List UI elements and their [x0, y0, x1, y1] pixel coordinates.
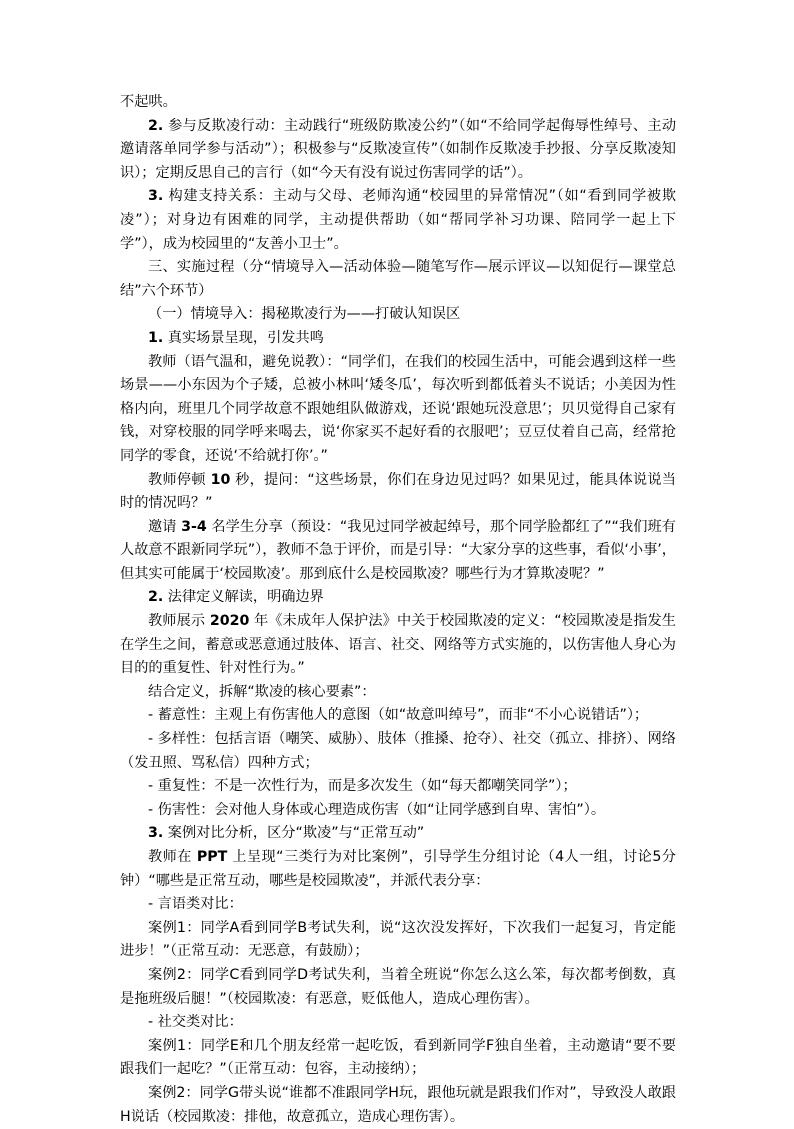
- paragraph-core-elements: [120, 681, 676, 705]
- item-number: 2.: [148, 589, 164, 606]
- case-item: [120, 964, 676, 1011]
- paragraph-text: 结合定义，拆解“欺凌的核心要素”：: [148, 683, 376, 700]
- paragraph-anti-bullying-action: [120, 115, 676, 186]
- paragraph-text: 秒，提问：“这些场景，你们在身边见过吗？如果见过，能具体说说当时的情况吗？”: [120, 471, 676, 512]
- paragraph-teacher-scenario: [120, 351, 676, 469]
- paragraph-teacher-pause: [120, 469, 676, 516]
- list-item-text: - 伤害性：会对他人身体或心理造成伤害（如“让同学感到自卑、害怕”）。: [148, 801, 606, 818]
- heading-text: 真实场景呈现，引发共鸣: [167, 329, 324, 346]
- list-item-text: - 蓄意性：主观上有伤害他人的意图（如“故意叫绰号”，而非“不小心说错话”）；: [148, 707, 649, 724]
- paragraph-student-share: [120, 516, 676, 587]
- case-text: 案例2：同学C看到同学D考试失利，当着全班说“你怎么这么笨，每次都考倒数，真是拖班级后腿！”（校园欺凌：有恶意，贬低他人，造成心理伤害）。: [120, 966, 676, 1007]
- item-number: 3.: [148, 825, 164, 842]
- paragraph-text: 教师停顿: [148, 471, 206, 488]
- heading-text: 三、实施过程（分“情境导入—活动体验—随笔写作—展示评议—以知促行—课堂总结”六个环节）: [120, 259, 676, 299]
- item-number: 1.: [148, 329, 164, 346]
- number: PPT: [196, 849, 228, 865]
- paragraph-text: 教师（语气温和，避免说教）：“同学们，在我们的校园生活中，可能会遇到这样一些场景——小东因为个子矮，总被小林叫‘矮冬瓜’，每次听到都低着头不说话；小美因为性格内向，班里几个同学故意不跟她组队做游戏，还说‘跟她玩没意思’；贝贝觉得自己家有钱，对穿校服的同学呼来喝去，说‘你家买不起好看的衣服吧’；豆豆仗着自己高，经常抢同学的零食，还说‘不给就打你’。”: [120, 353, 676, 464]
- case-item: [120, 1082, 676, 1129]
- item-heading-case-comparison: [120, 822, 676, 846]
- item-heading-law: [120, 586, 676, 610]
- list-item-text: - 多样性：包括言语（嘲笑、威胁）、肢体（推搡、抢夺）、社交（孤立、排挤）、网络（发丑照、骂私信）四种方式；: [120, 731, 676, 771]
- number: 3-4: [181, 518, 207, 535]
- case-text: 案例1：同学A看到同学B考试失利，说“这次没发挥好，下次我们一起复习，肯定能进步！”（正常互动：无恶意，有鼓励）；: [120, 919, 676, 960]
- list-item-text: - 言语类对比：: [148, 896, 243, 913]
- number: 10: [210, 471, 231, 488]
- paragraph-ppt-cases: [120, 846, 676, 893]
- case-text: 案例1：同学E和几个朋友经常一起吃饭，看到新同学F独自坐着，主动邀请“要不要跟我们一起吃？”（正常互动：包容，主动接纳）；: [120, 1037, 676, 1078]
- document-body: [120, 91, 676, 1129]
- heading-text: （一）情境导入：揭秘欺凌行为——打破认知误区: [148, 306, 461, 323]
- list-item-text: - 重复性：不是一次性行为，而是多次发生（如“每天都嘲笑同学”）；: [148, 778, 577, 795]
- list-item: [120, 775, 676, 799]
- list-item: [120, 893, 676, 917]
- paragraph-text: 教师在: [148, 849, 192, 865]
- list-item: [120, 799, 676, 823]
- list-item-text: - 社交类对比：: [148, 1014, 243, 1031]
- paragraph-text: 构建支持关系：主动与父母、老师沟通“校园里的异常情况”（如“看到同学被欺凌”）；对身边有困难的同学，主动提供帮助（如“帮同学补习功课、陪同学一起上下学”），成为校园里的“友善小卫士”。: [120, 188, 677, 252]
- case-text: 案例2：同学G带头说“谁都不准跟同学H玩，跟他玩就是跟我们作对”，导致没人敢跟H说话（校园欺凌：排他，故意孤立，造成心理伤害）。: [120, 1084, 676, 1125]
- heading-text: 法律定义解读，明确边界: [167, 589, 324, 606]
- paragraph-text: 教师展示: [148, 613, 206, 630]
- item-heading-scenario: [120, 327, 676, 351]
- subsection-heading-intro: [120, 303, 676, 327]
- paragraph-text: 年《未成年人保护法》中关于校园欺凌的定义：“校园欺凌是指发生在学生之间，蓄意或恶意通过肢体、语言、社交、网络等方式实施的，以伤害他人身心为目的的重复性、针对性行为。”: [120, 613, 676, 677]
- list-item: [120, 1011, 676, 1035]
- case-item: [120, 1035, 676, 1082]
- paragraph-continuation: [120, 91, 676, 115]
- list-item: [120, 728, 676, 775]
- paragraph-text: 上呈现“三类行为对比案例”，引导学生分组讨论（4人一组，讨论5分钟）“哪些是正常互动，哪些是校园欺凌”，并派代表分享：: [120, 849, 676, 889]
- paragraph-text: 参与反欺凌行动：主动践行“班级防欺凌公约”（如“不给同学起侮辱性绰号、主动邀请落单同学参与活动”）；积极参与“反欺凌宣传”（如制作反欺凌手抄报、分享反欺凌知识）；定期反思自己的言行（如“今天有没有说过伤害同学的话”）。: [120, 117, 677, 181]
- list-item: [120, 704, 676, 728]
- paragraph-text: 名学生分享（预设：“我见过同学被起绰号，那个同学脸都红了”“我们班有人故意不跟新同学玩”），教师不急于评价，而是引导：“大家分享的这些事，看似‘小事’，但其实可能属于‘校园欺凌’。那到底什么是校园欺凌？哪些行为才算欺凌呢？”: [120, 518, 676, 582]
- item-number: 2.: [148, 117, 164, 134]
- case-item: [120, 917, 676, 964]
- paragraph-law-definition: [120, 610, 676, 681]
- section-heading-implementation: [120, 256, 676, 303]
- paragraph-support-relationship: [120, 185, 676, 256]
- item-number: 3.: [148, 188, 164, 205]
- heading-text: 案例对比分析，区分“欺凌”与“正常互动”: [167, 825, 425, 842]
- paragraph-text: 邀请: [148, 518, 177, 535]
- paragraph-text: 不起哄。: [120, 94, 177, 110]
- number: 2020: [209, 613, 250, 630]
